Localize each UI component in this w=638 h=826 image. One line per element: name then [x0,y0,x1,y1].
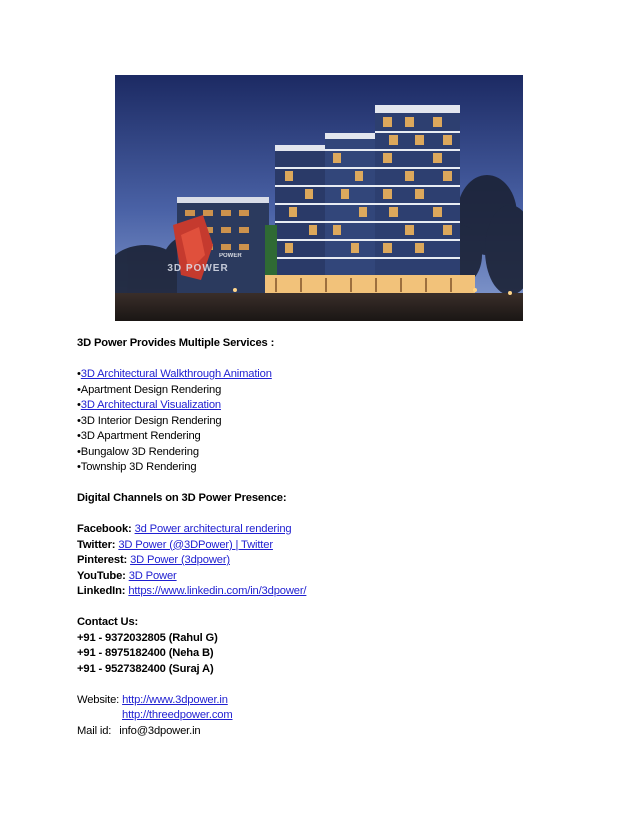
linkedin-row: LinkedIn: https://www.linkedin.com/in/3dpower/ [77,585,307,597]
twitter-link[interactable]: 3D Power (@3DPower) | Twitter [118,538,273,551]
website-row: Website: http://www.3dpower.in [77,693,228,706]
service-item: •Township 3D Rendering [77,461,197,473]
service-item: •3D Architectural Visualization [77,399,221,411]
phone-neha: +91 - 8975182400 (Neha B) [77,647,214,659]
youtube-link[interactable]: 3D Power [128,569,177,582]
mail-value: info@3dpower.in [119,724,201,737]
logo-watermark [163,263,233,274]
contact-heading: Contact Us: [77,616,139,628]
building-signage: POWER [219,253,242,259]
services-heading: 3D Power Provides Multiple Services : [77,337,275,349]
website-link-secondary[interactable]: http://threedpower.com [122,709,233,721]
twitter-row: Twitter: 3D Power (@3DPower) | Twitter [77,538,273,551]
service-item: •Bungalow 3D Rendering [77,445,199,458]
phone-suraj: +91 - 9527382400 (Suraj A) [77,662,214,675]
document-body [77,336,597,739]
pinterest-link[interactable]: 3D Power (3dpower) [130,554,230,566]
service-item: •3D Interior Design Rendering [77,414,222,427]
logo-main-text: 3D POWER [167,263,229,274]
facebook-link[interactable]: 3d Power architectural rendering [134,523,292,535]
service-item: •3D Apartment Rendering [77,430,201,442]
service-link-walkthrough[interactable]: 3D Architectural Walkthrough Animation [80,368,272,380]
service-item: •3D Architectural Walkthrough Animation [77,368,272,380]
service-link-visualization[interactable]: 3D Architectural Visualization [80,399,221,411]
linkedin-link[interactable]: https://www.linkedin.com/in/3dpower/ [128,585,307,597]
website-row-secondary [77,708,597,724]
service-item: •Apartment Design Rendering [77,383,222,396]
website-link-primary[interactable]: http://www.3dpower.in [122,693,228,706]
channels-heading: Digital Channels on 3D Power Presence: [77,492,287,504]
facebook-row: Facebook: 3d Power architectural rendering [77,523,292,535]
phone-rahul: +91 - 9372032805 (Rahul G) [77,631,218,644]
youtube-row: YouTube: 3D Power [77,569,177,582]
building-rendering-image [115,75,523,321]
pinterest-row: Pinterest: 3D Power (3dpower) [77,554,230,566]
mail-row: Mail id: info@3dpower.in [77,724,201,737]
